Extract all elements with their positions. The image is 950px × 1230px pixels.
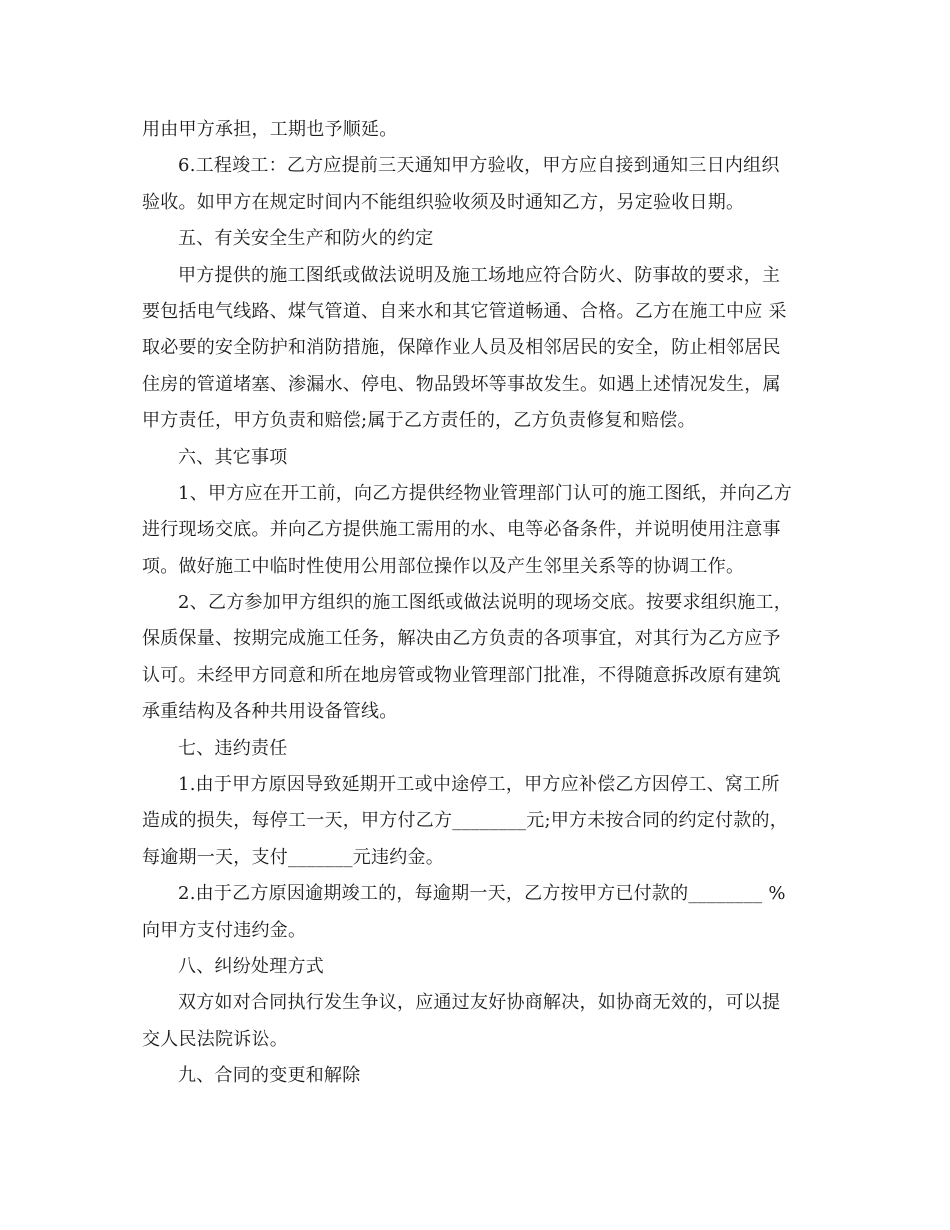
text-line: 进行现场交底。并向乙方提供施工需用的水、电等必备条件，并说明使用注意事 xyxy=(142,519,781,541)
section-heading: 六、其它事项 xyxy=(178,446,288,468)
text-line: 用由甲方承担，工期也予顺延。 xyxy=(142,119,398,140)
text-line: 2、乙方参加甲方组织的施工图纸或做法说明的现场交底。按要求组织施工， xyxy=(178,592,792,614)
text-line: 甲方责任，甲方负责和赔偿;属于乙方责任的，乙方负责修复和赔偿。 xyxy=(142,410,696,432)
text-line: 双方如对合同执行发生争议，应通过友好协商解决，如协商无效的，可以提 xyxy=(178,992,781,1014)
section-heading: 九、合同的变更和解除 xyxy=(178,1065,361,1087)
text-line: 1、甲方应在开工前，向乙方提供经物业管理部门认可的施工图纸，并向乙方 xyxy=(178,482,792,504)
text-line: 保质保量、按期完成施工任务，解决由乙方负责的各项事宜，对其行为乙方应予 xyxy=(142,628,781,650)
text-line: 造成的损失，每停工一天，甲方付乙方________元;甲方未按合同的约定付款的， xyxy=(142,810,789,832)
text-line: 交人民法院诉讼。 xyxy=(142,1028,288,1050)
text-line: 验收。如甲方在规定时间内不能组织验收须及时通知乙方，另定验收日期。 xyxy=(142,191,745,213)
text-line: 取必要的安全防护和消防措施，保障作业人员及相邻居民的安全，防止相邻居民 xyxy=(142,337,781,359)
text-line: 住房的管道堵塞、渗漏水、停电、物品毁坏等事故发生。如遇上述情况发生，属 xyxy=(142,373,781,395)
text-line: 认可。未经甲方同意和所在地房管或物业管理部门批准，不得随意拆改原有建筑 xyxy=(142,664,781,686)
text-line: 要包括电气线路、煤气管道、自来水和其它管道畅通、合格。乙方在施工中应 采 xyxy=(142,300,787,322)
text-line: 甲方提供的施工图纸或做法说明及施工场地应符合防火、防事故的要求，主 xyxy=(178,264,781,286)
document-page xyxy=(142,112,802,1095)
text-line: 项。做好施工中临时性使用公用部位操作以及产生邻里关系等的协调工作。 xyxy=(142,555,745,577)
text-line: 承重结构及各种共用设备管线。 xyxy=(142,701,398,723)
text-line: 每逾期一天，支付_______元违约金。 xyxy=(142,846,444,868)
text-line: 2.由于乙方原因逾期竣工的，每逾期一天，乙方按甲方已付款的________ % xyxy=(178,883,786,905)
text-line: 6.工程竣工：乙方应提前三天通知甲方验收，甲方应自接到通知三日内组织 xyxy=(178,155,780,177)
section-heading: 五、有关安全生产和防火的约定 xyxy=(178,228,434,250)
section-heading: 七、违约责任 xyxy=(178,737,288,759)
text-line: 1.由于甲方原因导致延期开工或中途停工，甲方应补偿乙方因停工、窝工所 xyxy=(178,774,780,796)
text-line: 向甲方支付违约金。 xyxy=(142,919,307,941)
section-heading: 八、纠纷处理方式 xyxy=(178,955,324,977)
